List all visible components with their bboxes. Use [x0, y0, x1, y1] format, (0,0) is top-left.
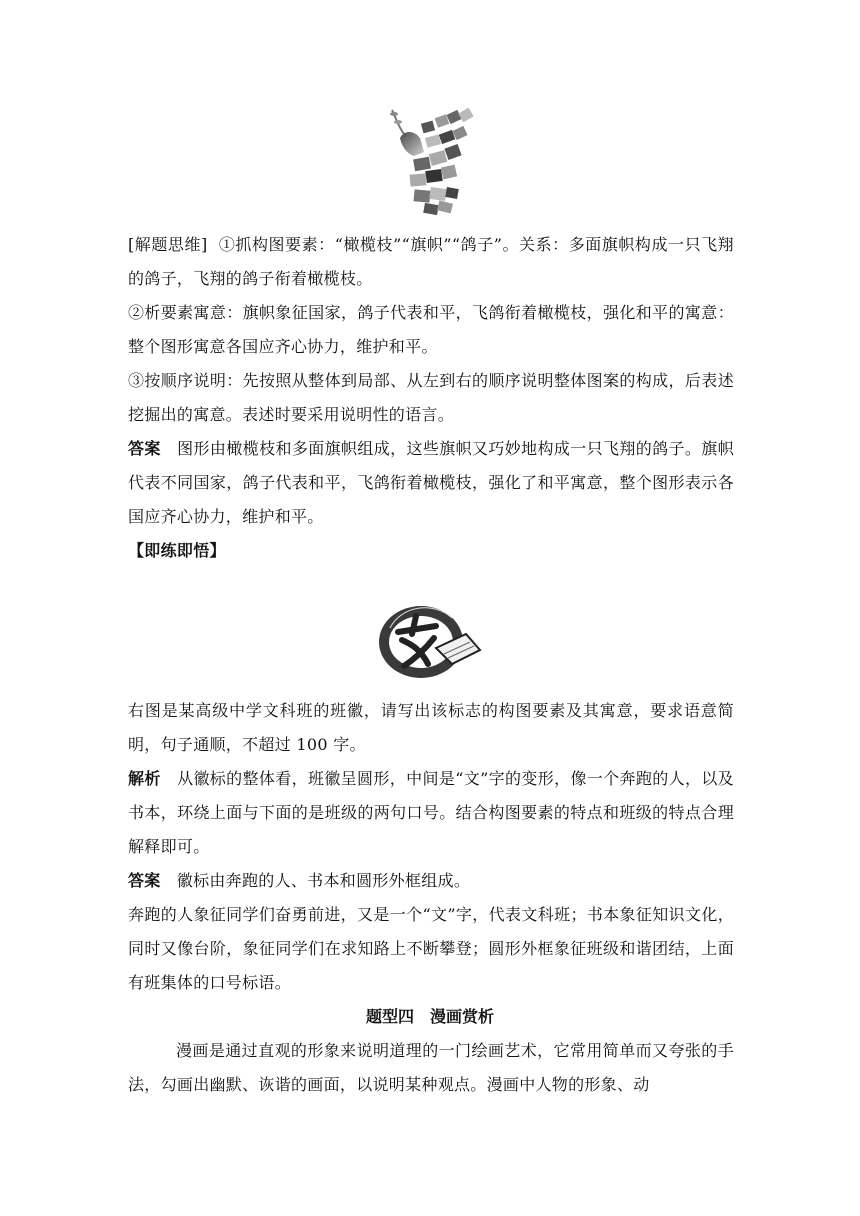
solution-text-2: ②析要素寓意：旗帜象征国家，鸽子代表和平，飞鸽衔着橄榄枝，强化和平的寓意：整个图形寓意各国应齐心协力，维护和平。 — [128, 303, 734, 356]
answer-2-label: 答案 — [128, 871, 161, 890]
solution-line-1 — [128, 228, 734, 296]
class-emblem-image — [376, 604, 486, 682]
question-text: 右图是某高级中学文科班的班徽，请写出该标志的构图要素及其寓意，要求语意简明，句子通顺，不超过 100 字。 — [128, 701, 734, 754]
solution-label: [解题思维] — [128, 235, 208, 254]
solution-thinking-block — [128, 228, 734, 568]
answer-1-paragraph — [128, 432, 734, 534]
question-block — [128, 694, 734, 1000]
answer-1-text: 图形由橄榄枝和多面旗帜组成，这些旗帜又巧妙地构成一只飞翔的鸽子。旗帜代表不同国家，鸽子代表和平，飞鸽衔着橄榄枝，强化了和平寓意，整个图形表示各国应齐心协力，维护和平。 — [128, 439, 734, 526]
solution-text-1: ①抓构图要素：“橄榄枝”“旗帜”“鸽子”。关系：多面旗帜构成一只飞翔的鸽子，飞翔的鸽子衔着橄榄枝。 — [128, 235, 734, 288]
analysis-text: 从徽标的整体看，班徽呈圆形，中间是“文”字的变形，像一个奔跑的人，以及书本，环绕上面与下面的是班级的两句口号。结合构图要素的特点和班级的特点合理解释即可。 — [128, 769, 734, 856]
solution-text-3: ③按顺序说明：先按照从整体到局部、从左到右的顺序说明整体图案的构成，后表述挖掘出的寓意。表述时要采用说明性的语言。 — [128, 371, 734, 424]
dove-figure-image — [384, 104, 478, 224]
analysis-paragraph — [128, 762, 734, 864]
section-title: 题型四 漫画赏析 — [365, 1007, 494, 1026]
answer-2-text-2: 奔跑的人象征同学们奋勇前进，又是一个“文”字，代表文科班；书本象征知识文化，同时又像台阶，象征同学们在求知路上不断攀登；圆形外框象征班级和谐团结，上面有班集体的口号标语。 — [128, 905, 734, 992]
answer-2-line-1 — [128, 864, 734, 898]
practice-heading: 【即练即悟】 — [128, 541, 226, 560]
analysis-label: 解析 — [128, 769, 161, 788]
answer-1-label: 答案 — [128, 439, 161, 458]
intro-paragraph: 漫画是通过直观的形象来说明道理的一门绘画艺术，它常用简单而又夸张的手法，勾画出幽默、诙谐的画面，以说明某种观点。漫画中人物的形象、动 — [128, 1041, 734, 1094]
answer-2-text-1: 徽标由奔跑的人、书本和圆形外框组成。 — [176, 871, 471, 890]
